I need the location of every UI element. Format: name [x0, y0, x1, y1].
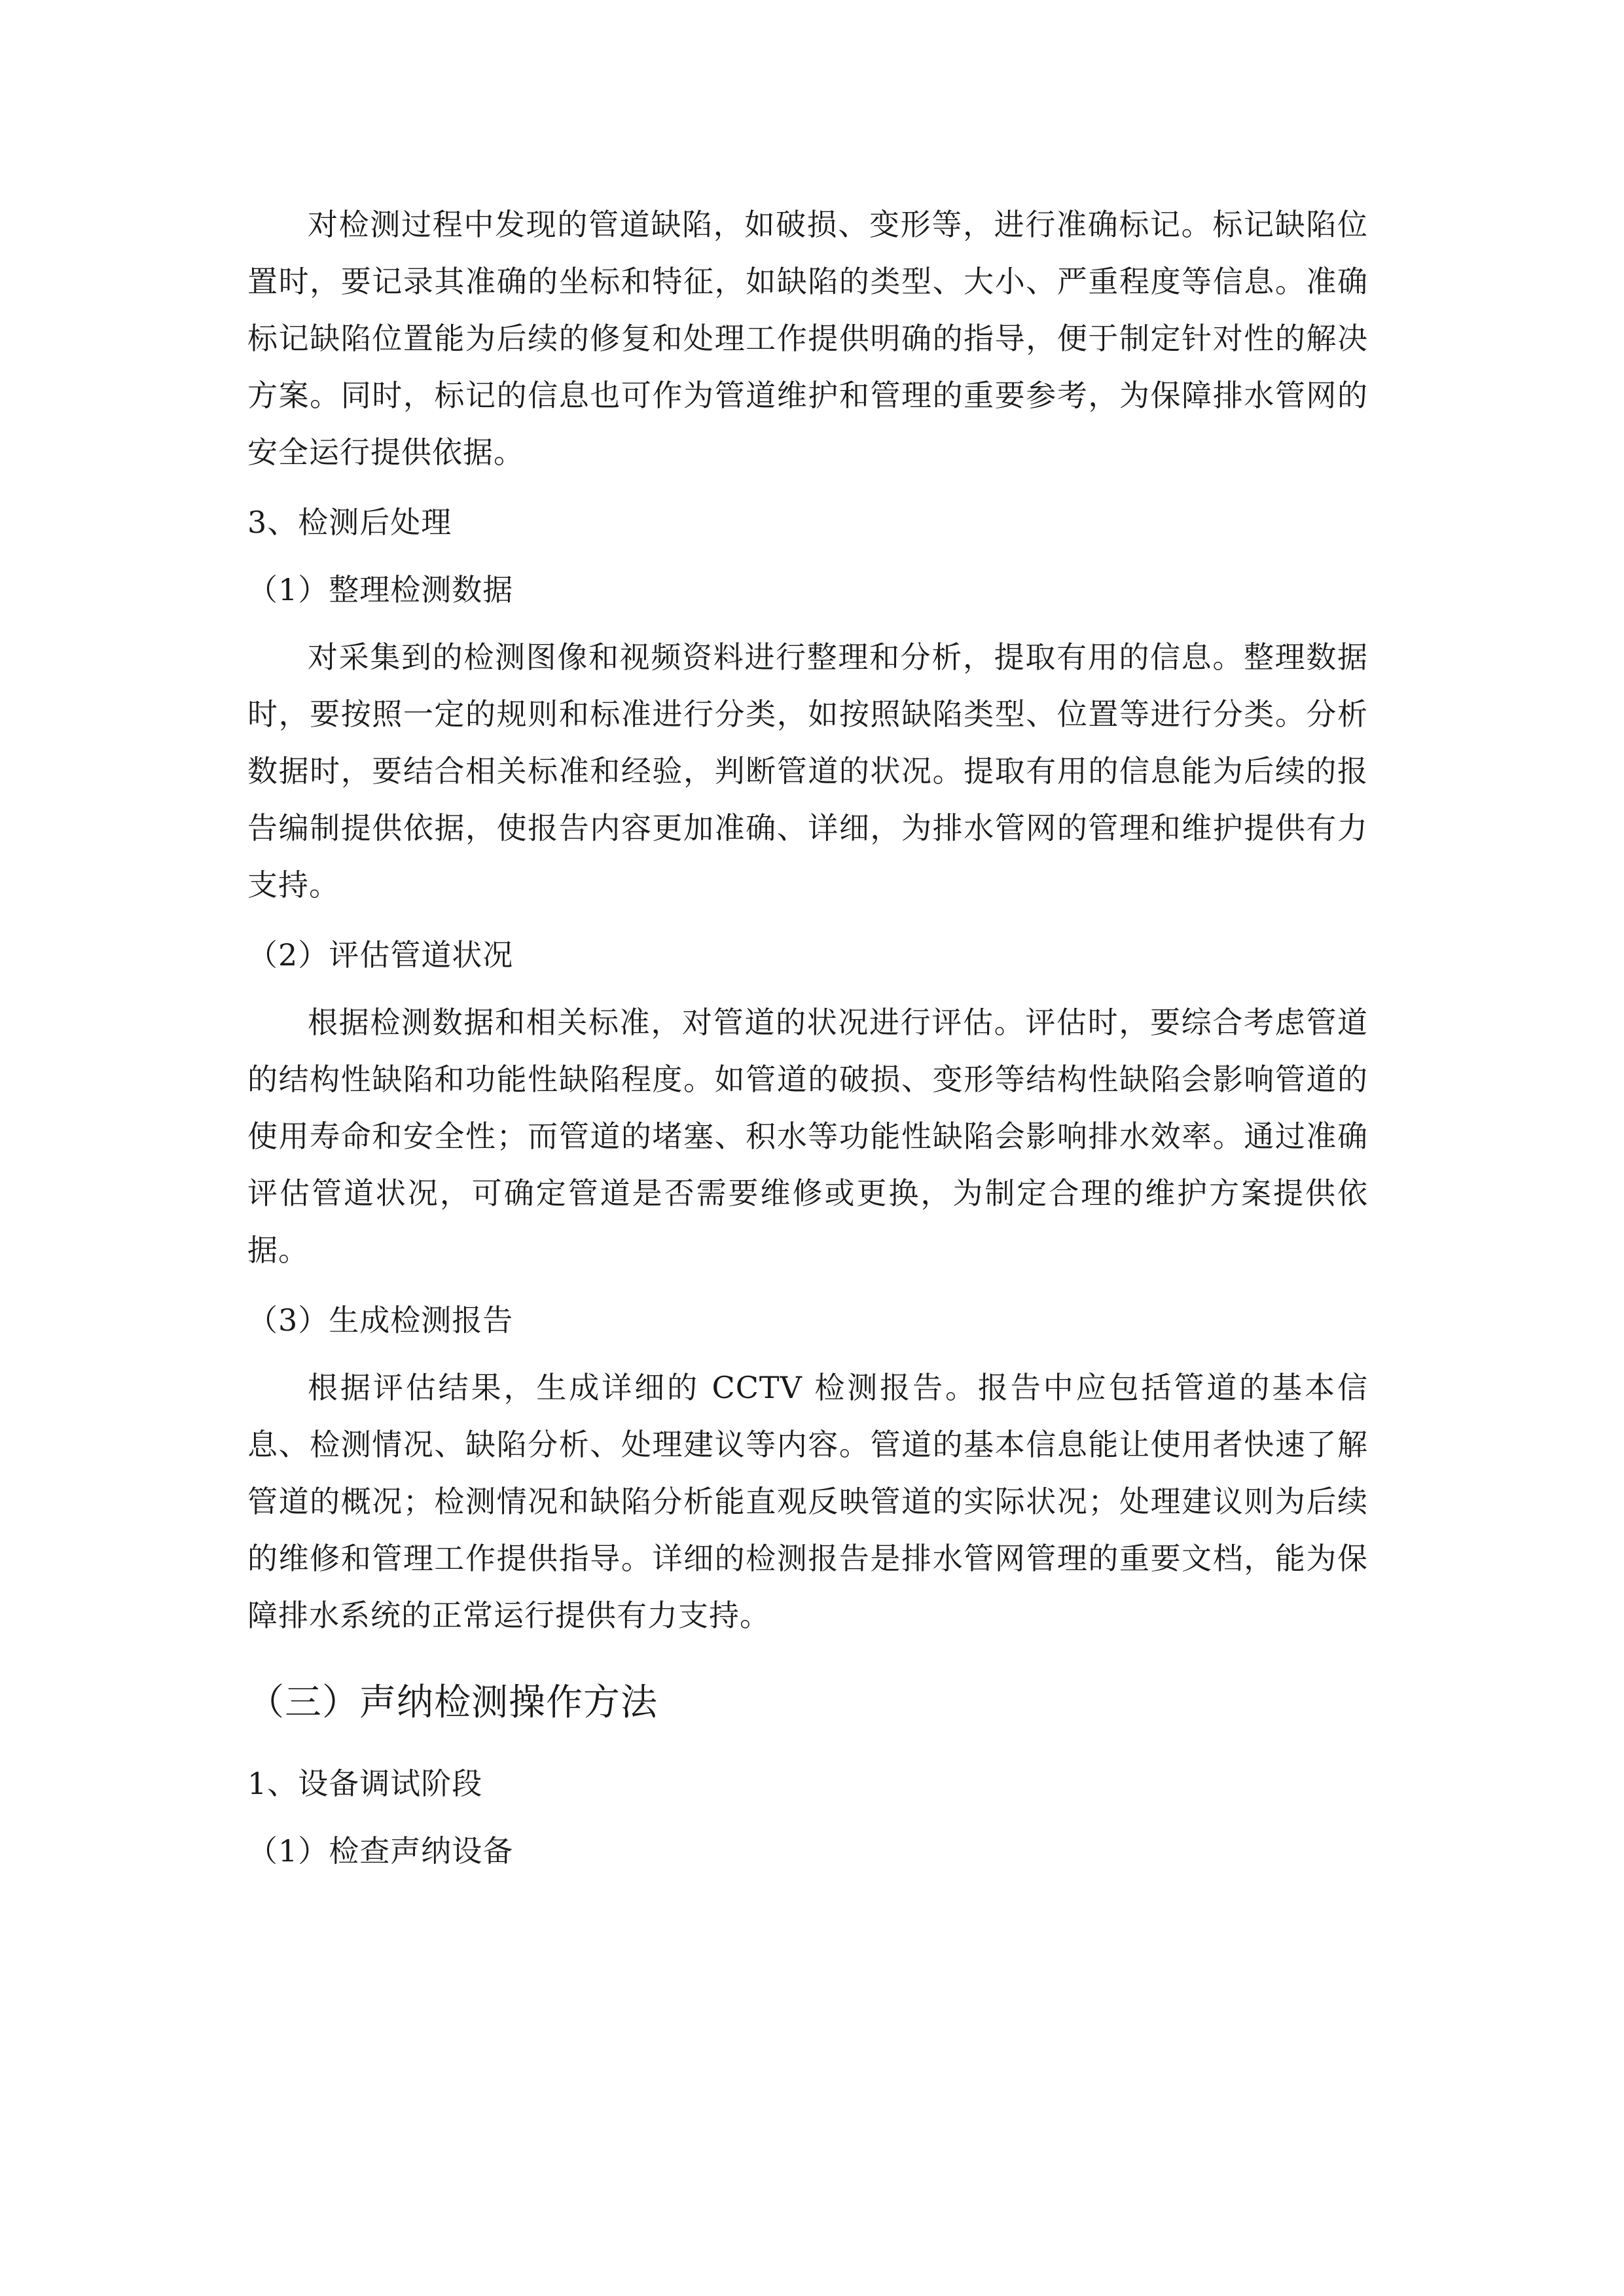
- document-body: [247, 196, 1368, 1890]
- heading-sonar-method: （三）声纳检测操作方法: [247, 1681, 658, 1724]
- paragraph-defect-marking: 对检测过程中发现的管道缺陷，如破损、变形等，进行准确标记。标记缺陷位置时，要记录其准确的坐标和特征，如缺陷的类型、大小、严重程度等信息。准确标记缺陷位置能为后续的修复和处理工作提供明确的指导，便于制定针对性的解决方案。同时，标记的信息也可作为管道维护和管理的重要参考，为保障排水管网的安全运行提供依据。: [247, 207, 1368, 470]
- paragraph-generate-report: 根据评估结果，生成详细的 CCTV 检测报告。报告中应包括管道的基本信息、检测情况、缺陷分析、处理建议等内容。管道的基本信息能让使用者快速了解管道的概况；检测情况和缺陷分析能直观反映管道的实际状况；处理建议则为后续的维修和管理工作提供指导。详细的检测报告是排水管网管理的重要文档，能为保障排水系统的正常运行提供有力支持。: [247, 1370, 1368, 1633]
- heading-organize-data: （1）整理检测数据: [247, 572, 514, 607]
- heading-device-debug: 1、设备调试阶段: [247, 1766, 483, 1801]
- heading-post-processing: 3、检测后处理: [247, 505, 452, 540]
- heading-generate-report: （3）生成检测报告: [247, 1302, 514, 1338]
- heading-assess-pipeline: （2）评估管道状况: [247, 937, 514, 973]
- paragraph-organize-data: 对采集到的检测图像和视频资料进行整理和分析，提取有用的信息。整理数据时，要按照一定的规则和标准进行分类，如按照缺陷类型、位置等进行分类。分析数据时，要结合相关标准和经验，判断管道的状况。提取有用的信息能为后续的报告编制提供依据，使报告内容更加准确、详细，为排水管网的管理和维护提供有力支持。: [247, 639, 1368, 903]
- heading-check-sonar: （1）检查声纳设备: [247, 1833, 514, 1869]
- paragraph-assess-pipeline: 根据检测数据和相关标准，对管道的状况进行评估。评估时，要综合考虑管道的结构性缺陷和功能性缺陷程度。如管道的破损、变形等结构性缺陷会影响管道的使用寿命和安全性；而管道的堵塞、积水等功能性缺陷会影响排水效率。通过准确评估管道状况，可确定管道是否需要维修或更换，为制定合理的维护方案提供依据。: [247, 1005, 1368, 1268]
